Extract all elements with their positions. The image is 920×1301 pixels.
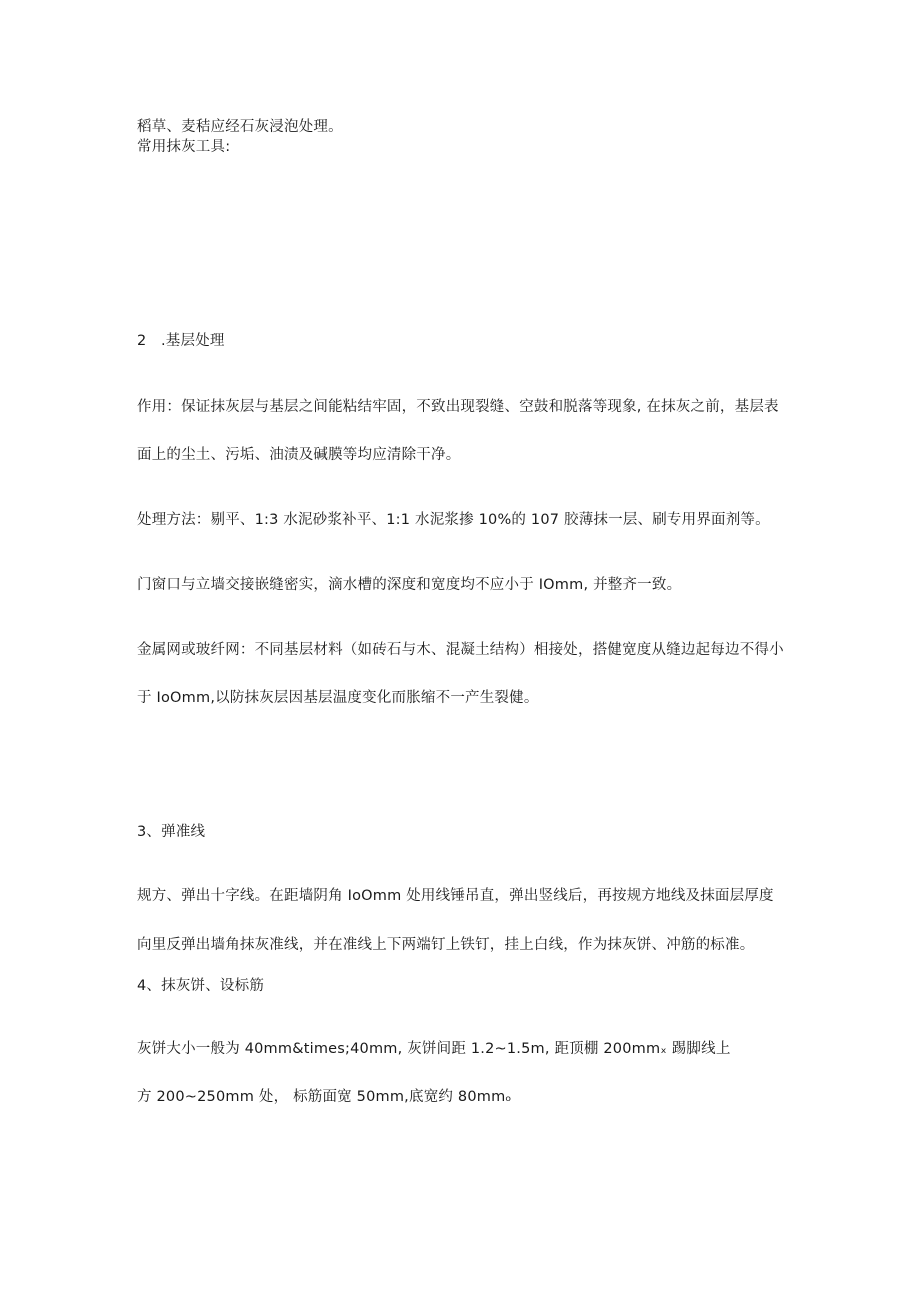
section-number: 2	[137, 333, 147, 349]
paragraph-snap-line-1: 规方、弹出十字线。在距墙阴角 IoOmm 处用线锤吊直，弹出竖线后，再按规方地线及抹面层厚度	[137, 888, 774, 904]
text-line-tools: 常用抹灰工具:	[137, 139, 231, 155]
text-line-straw: 稻草、麦秸应经石灰浸泡处理。	[137, 119, 343, 135]
section-heading-base-treatment	[137, 332, 225, 350]
paragraph-mesh-line-2: 于 IoOmm,以防抹灰层因基层温度变化而胀缩不一产生裂健。	[137, 690, 539, 706]
paragraph-cake-line-1: 灰饼大小一般为 40mm&times;40mm, 灰饼间距 1.2~1.5m, 距顶棚 200mmₓ 踢脚线上	[137, 1041, 731, 1057]
paragraph-door-window: 门窗口与立墙交接嵌缝密实，滴水槽的深度和宽度均不应小于 IOmm, 并整齐一致。	[137, 577, 682, 593]
section-title: .基层处理	[161, 333, 225, 349]
paragraph-effect-line-2: 面上的尘土、污垢、油渍及碱膜等均应清除干净。	[137, 447, 461, 463]
paragraph-mesh-line-1: 金属网或玻纤网：不同基层材料（如砖石与木、混凝土结构）相接处，搭健宽度从缝边起每边不得小	[137, 642, 784, 658]
paragraph-effect-line-1: 作用：保证抹灰层与基层之间能粘结牢固，不致出现裂缝、空鼓和脱落等现象, 在抹灰之前，基层表	[137, 399, 779, 415]
paragraph-snap-line-2: 向里反弹出墙角抹灰准线，并在准线上下两端钉上铁钉，挂上白线，作为抹灰饼、冲筋的标准。	[137, 937, 755, 953]
paragraph-method: 处理方法：剔平、1:3 水泥砂浆补平、1:1 水泥浆掺 10%的 107 胶薄抹一层、刷专用界面剂等。	[137, 512, 770, 528]
paragraph-cake-line-2: 方 200~250mm 处， 标筋面宽 50mm,底宽约 80mmₒ	[137, 1089, 512, 1105]
section-heading-snap-line: 3、弹准线	[137, 824, 206, 840]
section-heading-plaster-cake: 4、抹灰饼、设标筋	[137, 978, 265, 994]
